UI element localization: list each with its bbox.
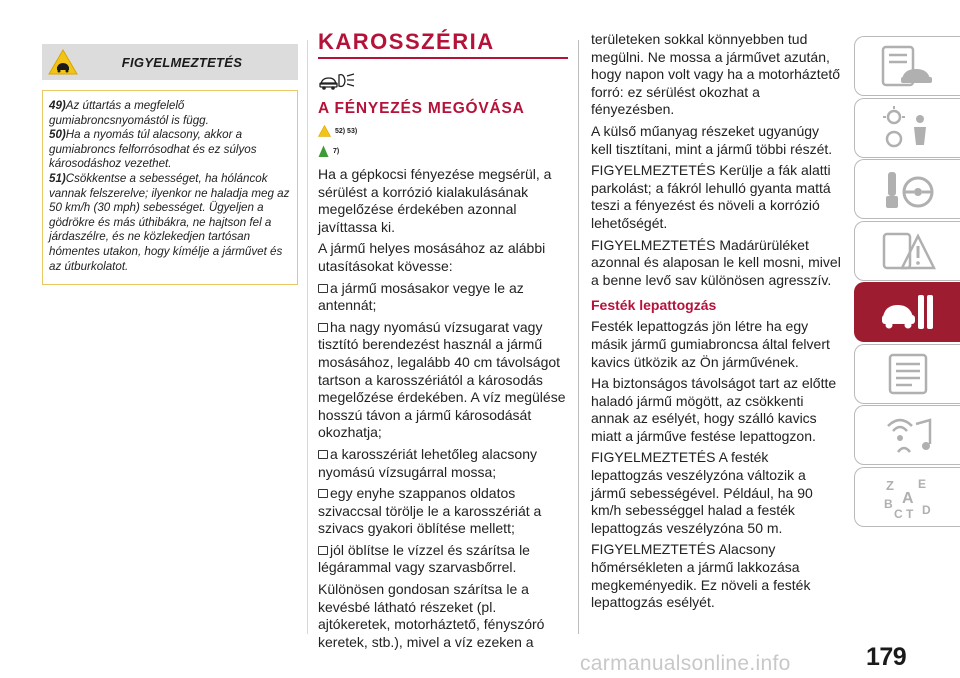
svg-text:C: C	[893, 506, 903, 520]
column-divider-left	[307, 40, 308, 634]
bullet-icon	[318, 284, 328, 293]
small-warning-icon	[318, 125, 331, 137]
bullet-item: a jármű mosásakor vegye le az antennát;	[318, 279, 524, 314]
chipping-heading: Festék lepattogzás	[591, 297, 717, 314]
paragraph: Különösen gondosan szárítsa le a kevésbé látható részeket (pl. ajtókeretek, motorháztető, fényszóró keretek, stb.), mivel a víz ezeken a	[318, 581, 545, 650]
bullet-icon	[318, 546, 328, 555]
headlamp-car-icon	[318, 69, 356, 91]
paragraph: A jármű helyes mosásához az alábbi utasításokat kövesse:	[318, 240, 546, 274]
multimedia-icon	[880, 412, 936, 458]
alphabet-index-icon	[880, 474, 936, 520]
tab-lights-airbag[interactable]	[854, 98, 960, 158]
svg-text:B: B	[883, 496, 893, 511]
warning-paragraph: FIGYELMEZTETÉS Alacsony hőmérsékleten a jármű lakkozása megkeményedik. Ez növeli a festék lepattogzás esélyét.	[591, 541, 811, 611]
tab-car-maintenance[interactable]	[854, 282, 960, 342]
warning-paragraph: FIGYELMEZTETÉS Madárürüléket azonnal és alaposan le kell mosni, mivel a benne levő sav különösen agresszív.	[591, 236, 841, 288]
warning-paragraph: FIGYELMEZTETÉS Kerülje a fák alatti parkolást; a fákról lehulló gyanta mattá teszi a fényezést és növeli a korrózió lehetőségét.	[591, 162, 831, 231]
specifications-list-icon	[880, 351, 936, 397]
paragraph: területeken sokkal könnyebben tud megülni. Ne mossa a járművet azután, hogy napon volt vagy ha a motorháztető forró: ez sérülést okozhat a fényezésben.	[591, 31, 841, 118]
paragraph: Ha biztonságos távolságot tart az előtte haladó jármű mögött, az csökkenti annak az esélyét, hogy szálló kavics miatt a járműve festése lepattogzon.	[591, 375, 837, 444]
column-divider-right	[578, 40, 579, 634]
page-number: 179	[866, 643, 907, 671]
paragraph: Festék lepattogzás jön létre ha egy másik jármű gumiabroncsa által felvert kavics ütközik az Ön járművének.	[591, 318, 830, 370]
subsection-title: A FÉNYEZÉS MEGÓVÁSA	[318, 100, 525, 117]
warning-box-body	[42, 90, 298, 285]
tab-key-steering[interactable]	[854, 159, 960, 219]
environment-leaf-icon	[318, 145, 329, 158]
warning-car-icon	[48, 49, 78, 75]
bullet-item: jól öblítse le vízzel és szárítsa le légárammal vagy szarvasbőrrel.	[318, 541, 530, 576]
tab-warning-road[interactable]	[854, 221, 960, 281]
warning-item: 50)Ha a nyomás túl alacsony, akkor a gumiabroncs felforrósodhat és ez súlyos károsodáshoz vezethet.	[49, 128, 257, 171]
right-column	[591, 31, 841, 612]
svg-text:Z: Z	[885, 477, 894, 493]
section-title-rule	[318, 57, 568, 59]
paint-care-text	[318, 166, 568, 651]
key-steering-wheel-icon	[880, 166, 936, 212]
warning-column	[42, 44, 298, 285]
tab-multimedia[interactable]	[854, 405, 960, 465]
paragraph: Ha a gépkocsi fényezése megsérül, a sérülést a korrózió kialakulásának megelőzése érdekében azonnal javíttassa ki.	[318, 166, 552, 235]
bullet-icon	[318, 323, 328, 332]
tab-alphabet-index[interactable]	[854, 467, 960, 527]
car-wrench-icon	[880, 289, 936, 335]
bullet-icon	[318, 450, 328, 459]
bullet-item: egy enyhe szappanos oldatos szivaccsal törölje le a karosszériát a szivacs gyakori öblítése mellett;	[318, 485, 542, 537]
svg-text:A: A	[901, 489, 914, 507]
warning-title: FIGYELMEZTETÉS	[121, 54, 243, 70]
warning-item: 49)Az úttartás a megfelelő gumiabroncsnyomástól is függ.	[49, 99, 209, 127]
lights-airbag-icon	[880, 105, 936, 151]
environment-reference: 7)	[318, 144, 568, 158]
car-info-icon	[880, 43, 936, 89]
warning-reference: 52) 53)	[318, 124, 568, 138]
bullet-item: ha nagy nyomású vízsugarat vagy tisztító berendezést használ a jármű mosásához, legalább 40 cm távolságot tartson a karosszériától a károsodás megelőzése érdekében. A víz megülése hosszú távon a jármű károsodását okozhatja;	[318, 318, 566, 441]
tab-specifications[interactable]	[854, 344, 960, 404]
warning-paragraph: FIGYELMEZTETÉS A festék lepattogzás veszélyzóna változik a jármű sebességével. Például, ha 90 km/h sebességgel halad a festék lepattogzás veszélyzóna 50 m.	[591, 449, 813, 536]
svg-text:E: E	[917, 476, 926, 491]
svg-text:D: D	[921, 502, 931, 517]
svg-text:T: T	[905, 506, 913, 520]
paragraph: A külső műanyag részeket ugyanúgy kell tisztítani, mint a jármű többi részét.	[591, 122, 833, 157]
warning-road-icon	[880, 228, 936, 274]
bullet-item: a karosszériát lehetőleg alacsony nyomású vízsugárral mossa;	[318, 445, 538, 480]
watermark: carmanualsonline.info	[580, 652, 791, 675]
section-title: KAROSSZÉRIA	[318, 29, 495, 54]
middle-column	[318, 30, 568, 651]
chapter-tabs	[854, 36, 960, 528]
bullet-icon	[318, 489, 328, 498]
warning-header	[42, 44, 298, 80]
tab-car-info[interactable]	[854, 36, 960, 96]
warning-item: 51)Csökkentse a sebességet, ha hóláncok vannak felszerelve; ilyenkor ne haladja meg az 50 km/h (30 mph) sebességet. Ügyeljen a gödrökre és más úthibákra, ne hajtson fel a járdaszélre, és ne közlekedjen tartósan hómentes utakon, hogy kímélje a járművet és az útburkolatot.	[49, 171, 290, 273]
